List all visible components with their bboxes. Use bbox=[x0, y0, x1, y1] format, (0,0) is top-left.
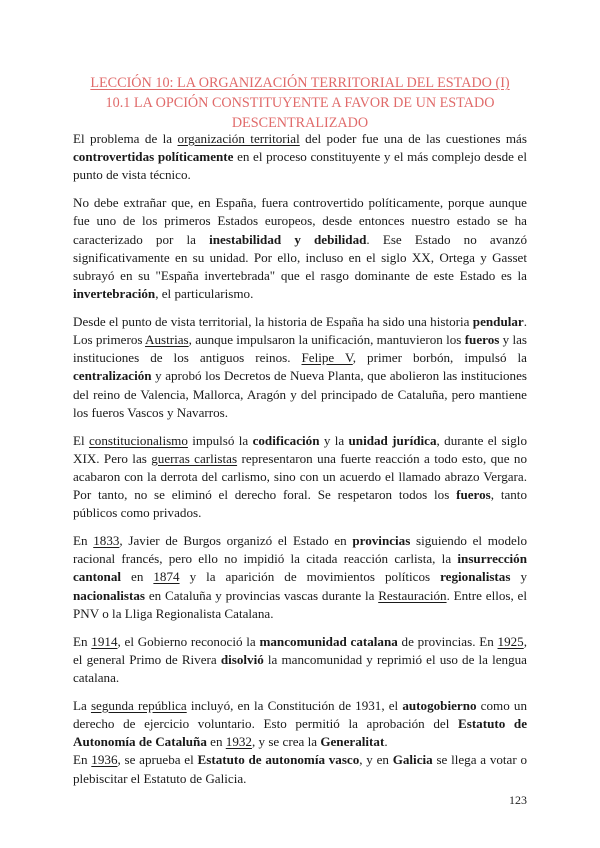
paragraph-3: Desde el punto de vista territorial, la historia de España ha sido una historia pendular. Los primeros Austrias, aunque impulsaron la unificación, mantuvieron los fueros y las instituciones de los antiguos reinos. Felipe V, primer borbón, impulsó la centralización y aprobó los Decretos de Nueva Planta, que abolieron las instituciones del reino de Valencia, Mallorca, Aragón y del principado de Cataluña, pero mantiene los fueros Vascos y Navarros. bbox=[73, 313, 528, 420]
paragraph-2: No debe extrañar que, en España, fuera controvertido políticamente, porque aunque fue uno de los primeros Estados europeos, desde entonces nuestro estado se ha caracterizado por la inestabilidad y debilidad. Ese Estado no avanzó significativamente en su unidad. Por ello, incluso en el siglo XX, Ortega y Gasset subrayó en su "España invertebrada" que el rasgo dominante de este Estado es la invertebración, el particularismo. bbox=[73, 195, 527, 302]
paragraph-5: En 1833, Javier de Burgos organizó el Estado en provincias siguiendo el modelo racional francés, pero ello no impidió la citada reacción carlista, la insurrección cantonal en 1874 y la aparición de movimientos políticos regionalistas y nacionalistas en Cataluña y provincias vascas durante la Restauración. Entre ellos, el PNV o la Lliga Regionalista Catalana. bbox=[73, 533, 528, 621]
document-body bbox=[73, 130, 527, 797]
lesson-title: LECCIÓN 10: LA ORGANIZACIÓN TERRITORIAL DEL ESTADO (I) bbox=[90, 75, 510, 91]
paragraph-7: La segunda república incluyó, en la Constitución de 1931, el autogobierno como un derecho de ejercicio voluntario. Esto permitió la aprobación del Estatuto de Autonomía de Cataluña en 1932, y se crea la Generalitat. bbox=[73, 697, 528, 750]
paragraph-1: El problema de la organización territorial del poder fue una de las cuestiones más controvertidas políticamente en el proceso constituyente y el más complejo desde el punto de vista técnico. bbox=[73, 131, 528, 183]
section-title: 10.1 LA OPCIÓN CONSTITUYENTE A FAVOR DE UN ESTADO DESCENTRALIZADO bbox=[105, 95, 495, 131]
paragraph-8: En 1936, se aprueba el Estatuto de autonomía vasco, y en Galicia se llega a votar o plebiscitar el Estatuto de Galicia. bbox=[73, 752, 527, 786]
paragraph-4: El constitucionalismo impulsó la codificación y la unidad jurídica, durante el siglo XIX. Pero las guerras carlistas representaron una fuerte reacción a todo esto, que no acabaron con la derrota del carlismo, sino con un acuerdo el llamado abrazo Vergara. Por tanto, no se eliminó el derecho foral. Se respetaron todos los fueros, tanto públicos como privados. bbox=[73, 432, 527, 521]
paragraph-6: En 1914, el Gobierno reconoció la mancomunidad catalana de provincias. En 1925, el general Primo de Rivera disolvió la mancomunidad y reprimió el uso de la lengua catalana. bbox=[73, 633, 527, 685]
page-number: 123 bbox=[509, 793, 527, 807]
lesson-heading bbox=[70, 73, 530, 133]
